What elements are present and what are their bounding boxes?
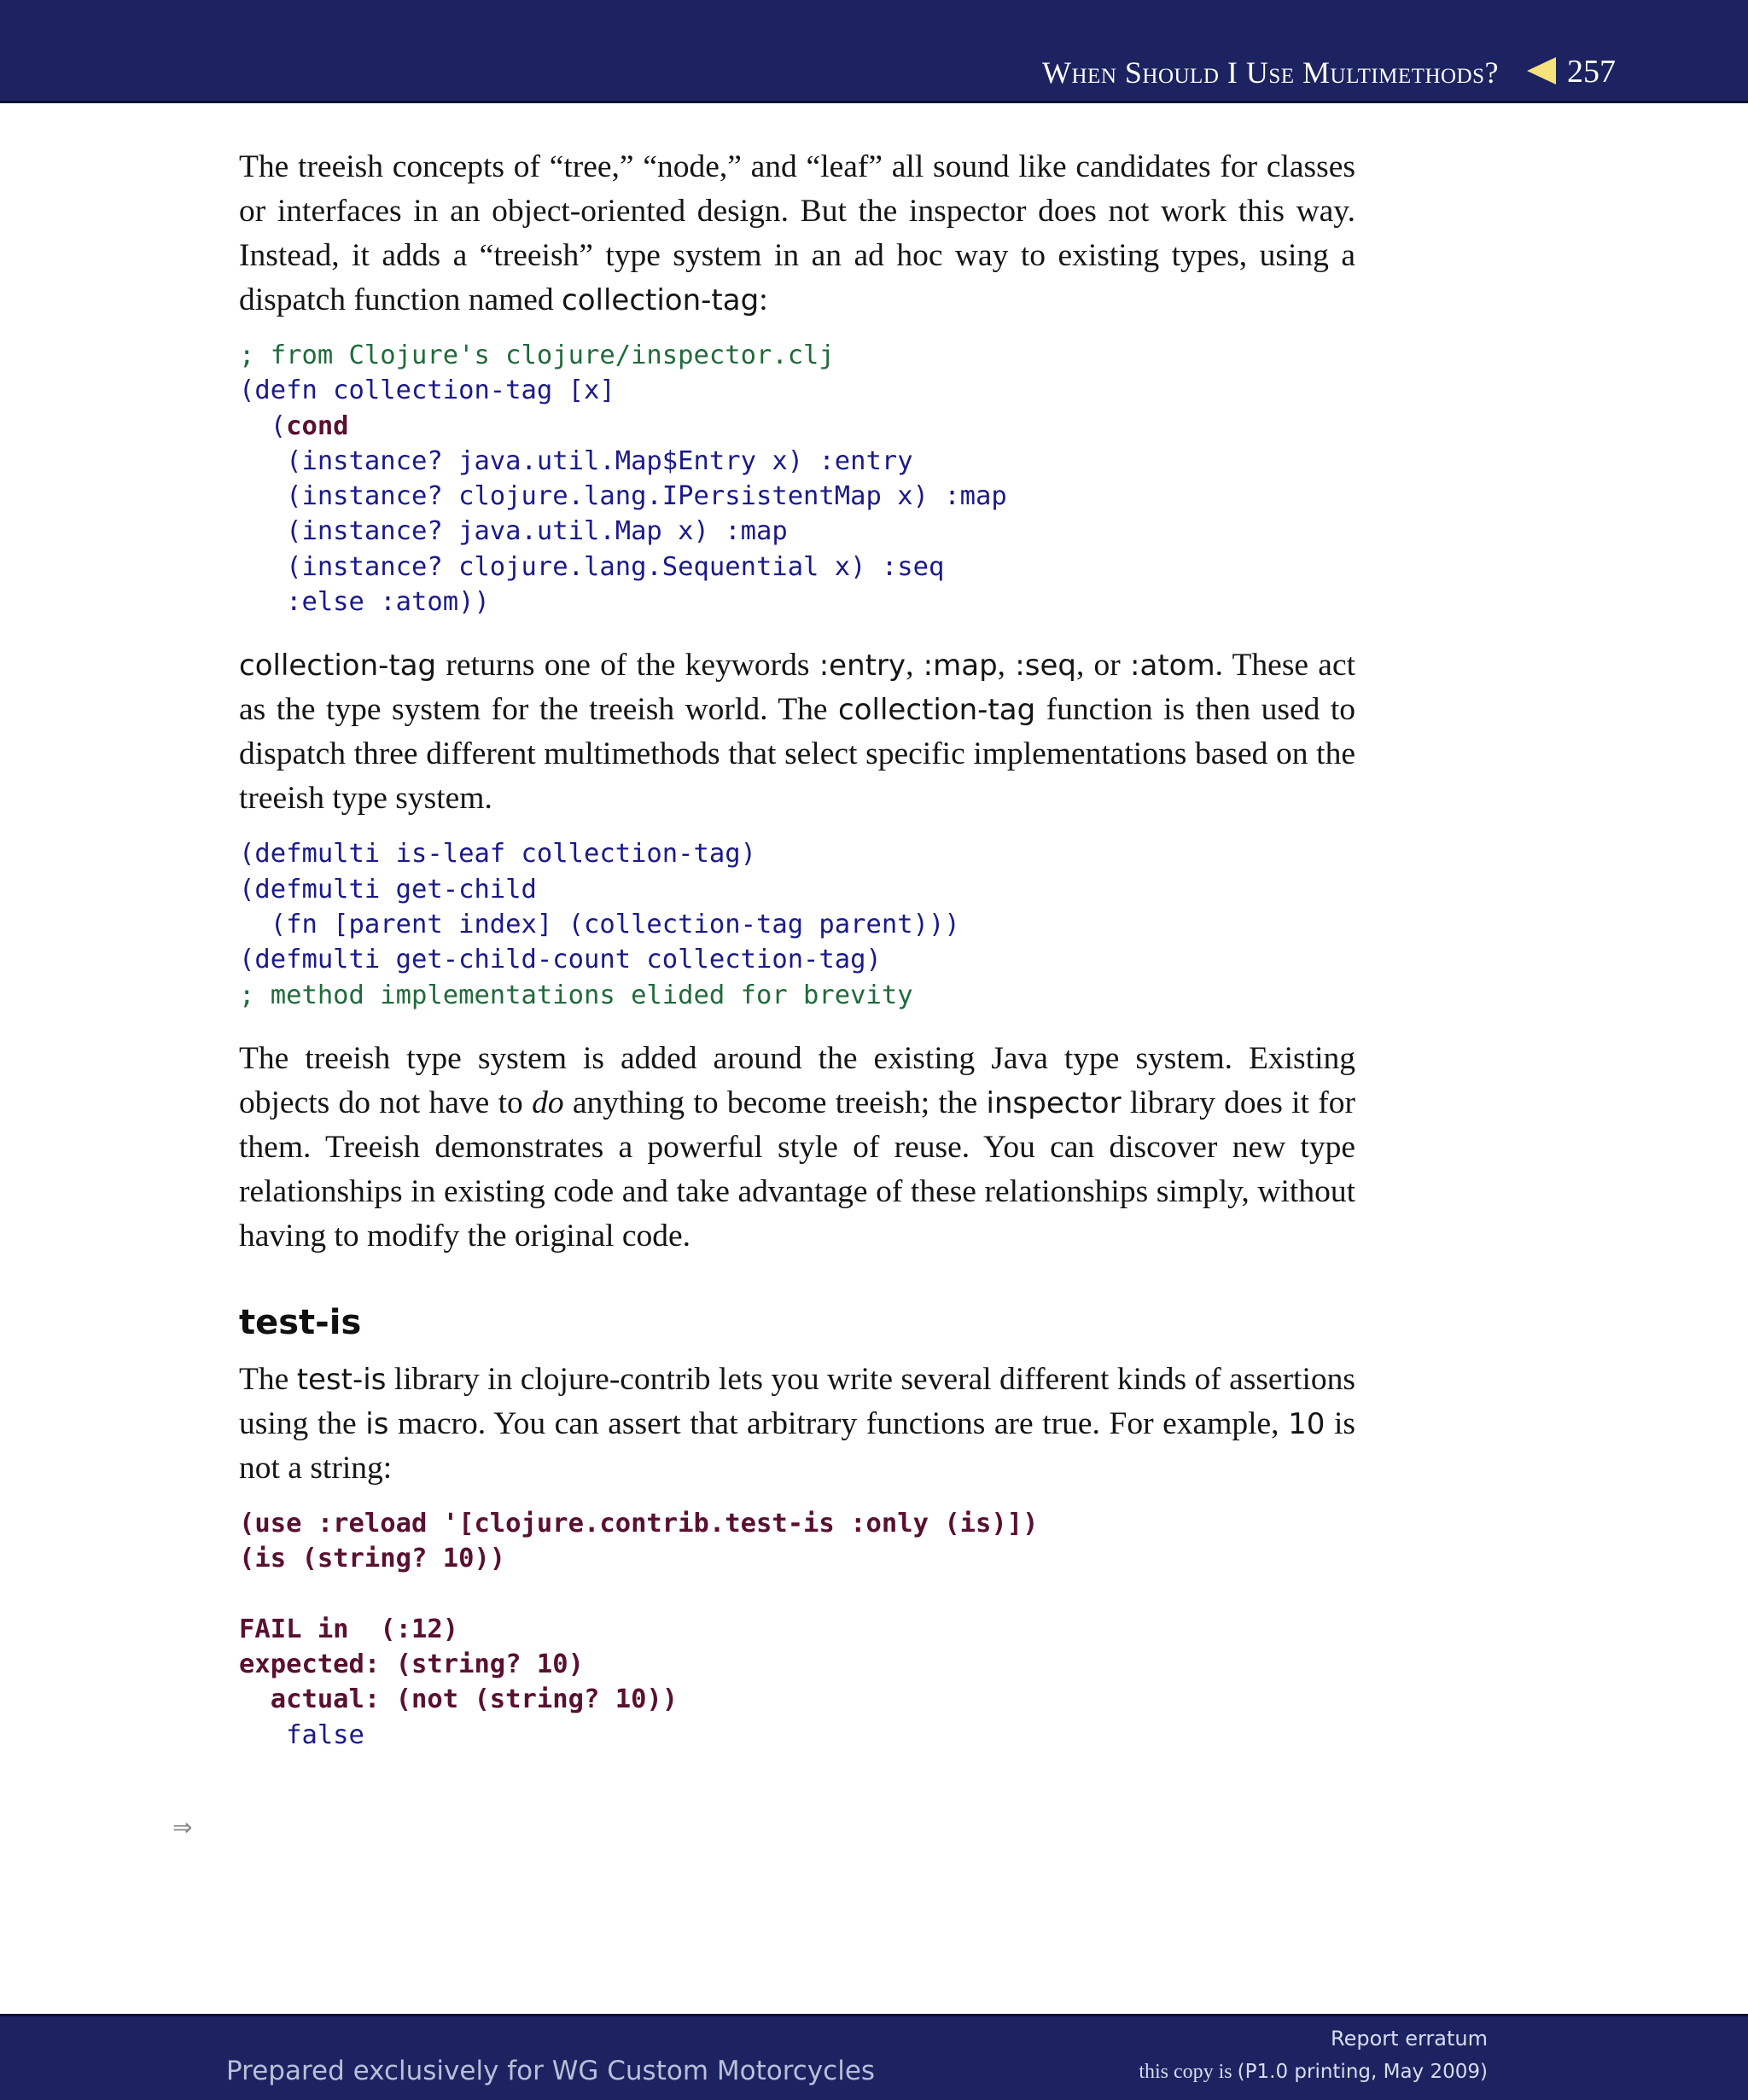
- code-line: :else :atom)): [239, 587, 490, 618]
- printing-info: (P1.0 printing, May 2009): [1237, 2061, 1488, 2083]
- code-block-collection-tag: [239, 338, 1355, 620]
- page-footer: [0, 2014, 1748, 2100]
- page-header: [0, 0, 1748, 103]
- previous-page-arrow-icon[interactable]: [1527, 57, 1556, 84]
- inline-code-collection-tag: collection-tag: [562, 283, 760, 317]
- repl-result: false: [286, 1719, 364, 1750]
- paragraph-text: , or: [1075, 648, 1131, 684]
- code-line: (defmulti is-leaf collection-tag): [239, 839, 756, 870]
- paragraph-text: The: [239, 1361, 297, 1397]
- inline-keyword: :map: [923, 649, 998, 684]
- paragraph-text: library in clojure-contrib lets you write several different kinds of assertions using the: [239, 1361, 1355, 1441]
- repl-output-line: actual: (not (string? 10)): [239, 1684, 679, 1715]
- code-line: (: [239, 410, 287, 441]
- inline-code-inspector: inspector: [986, 1085, 1122, 1120]
- code-line: (defn collection-tag [x]: [239, 375, 615, 406]
- inline-code: collection-tag: [838, 693, 1036, 728]
- inline-code-is: is: [365, 1406, 389, 1441]
- code-line: (defmulti get-child-count collection-tag): [239, 945, 882, 975]
- prepared-for-text: Prepared exclusively for WG Custom Motorcycles: [226, 2056, 876, 2086]
- section-heading-test-is: test-is: [239, 1302, 362, 1342]
- code-line: (instance? clojure.lang.Sequential x) :seq: [239, 551, 945, 582]
- code-comment: ; from Clojure's clojure/inspector.clj: [239, 340, 835, 370]
- repl-input-line: (use :reload '[clojure.contrib.test-is :only (is)]): [239, 1508, 1039, 1539]
- code-line: (instance? java.util.Map$Entry x) :entry: [239, 445, 913, 476]
- code-comment: ; method implementations elided for brevity: [239, 980, 913, 1010]
- code-line: (instance? clojure.lang.IPersistentMap x) :map: [239, 481, 1007, 512]
- emphasis-do: do: [532, 1085, 564, 1120]
- inline-code: collection-tag: [239, 649, 437, 684]
- code-line: (fn [parent index] (collection-tag parent))): [239, 909, 960, 939]
- paragraph-text: is not a string:: [239, 1405, 1355, 1486]
- inline-keyword: :seq: [1015, 649, 1076, 684]
- page-content: [239, 145, 1355, 1753]
- code-line: (instance? java.util.Map x) :map: [239, 516, 788, 547]
- paragraph-text: returns one of the keywords: [436, 648, 819, 684]
- page-number: 257: [1567, 54, 1616, 90]
- paragraph-text: ,: [997, 648, 1016, 684]
- paragraph-treeish-type-system: [239, 1037, 1355, 1259]
- inline-code-10: 10: [1288, 1406, 1326, 1441]
- paragraph-test-is-intro: [239, 1358, 1355, 1491]
- code-keyword-cond: cond: [286, 410, 349, 441]
- repl-block-test-is: [239, 1506, 1355, 1753]
- paragraph-text: The treeish concepts of “tree,” “node,” and “leaf” all sound like candidates for classes or interfaces in an object-oriented design. But the inspector does not work this way. Instead, it adds a “treeish” type system in an ad hoc way to existing types, using a dispatch function named: [239, 149, 1355, 317]
- repl-output-line: FAIL in (:12): [239, 1614, 459, 1644]
- paragraph-text-end: :: [759, 282, 768, 317]
- code-line: (defmulti get-child: [239, 874, 537, 905]
- code-block-defmulti: [239, 836, 1355, 1012]
- paragraph-text: library does it for them. Treeish demonstrates a powerful style of reuse. You can discover new type relationships in existing code and take advantage of these relationships simply, without having to modify the original code.: [239, 1085, 1355, 1254]
- paragraph-text: . These act as the type system for the treeish world. The: [239, 648, 1356, 728]
- repl-output-line: expected: (string? 10): [239, 1649, 584, 1680]
- repl-input-line: (is (string? 10)): [239, 1544, 506, 1574]
- inline-code-test-is: test-is: [296, 1362, 387, 1397]
- report-erratum-link[interactable]: Report erratum: [1331, 2027, 1488, 2051]
- paragraph-text: anything to become treeish; the: [563, 1085, 987, 1120]
- paragraph-text: function is then used to dispatch three different multimethods that select specific implementations based on the treeish type system.: [239, 692, 1356, 817]
- running-title: When Should I Use Multimethods?: [1042, 55, 1499, 90]
- inline-keyword: :entry: [819, 649, 906, 684]
- paragraph-text: The treeish type system is added around the existing Java type system. Existing objects do not have to: [239, 1040, 1355, 1120]
- copy-info: [1139, 2061, 1488, 2084]
- paragraph-treeish-intro: [239, 145, 1355, 323]
- paragraph-text: macro. You can assert that arbitrary functions are true. For example,: [388, 1405, 1289, 1441]
- paragraph-collection-tag-returns: [239, 643, 1355, 821]
- result-arrow-icon: ⇒: [172, 1813, 193, 1841]
- paragraph-text: ,: [906, 648, 924, 684]
- inline-keyword: :atom: [1130, 649, 1215, 684]
- copy-prefix: this copy is: [1139, 2061, 1238, 2083]
